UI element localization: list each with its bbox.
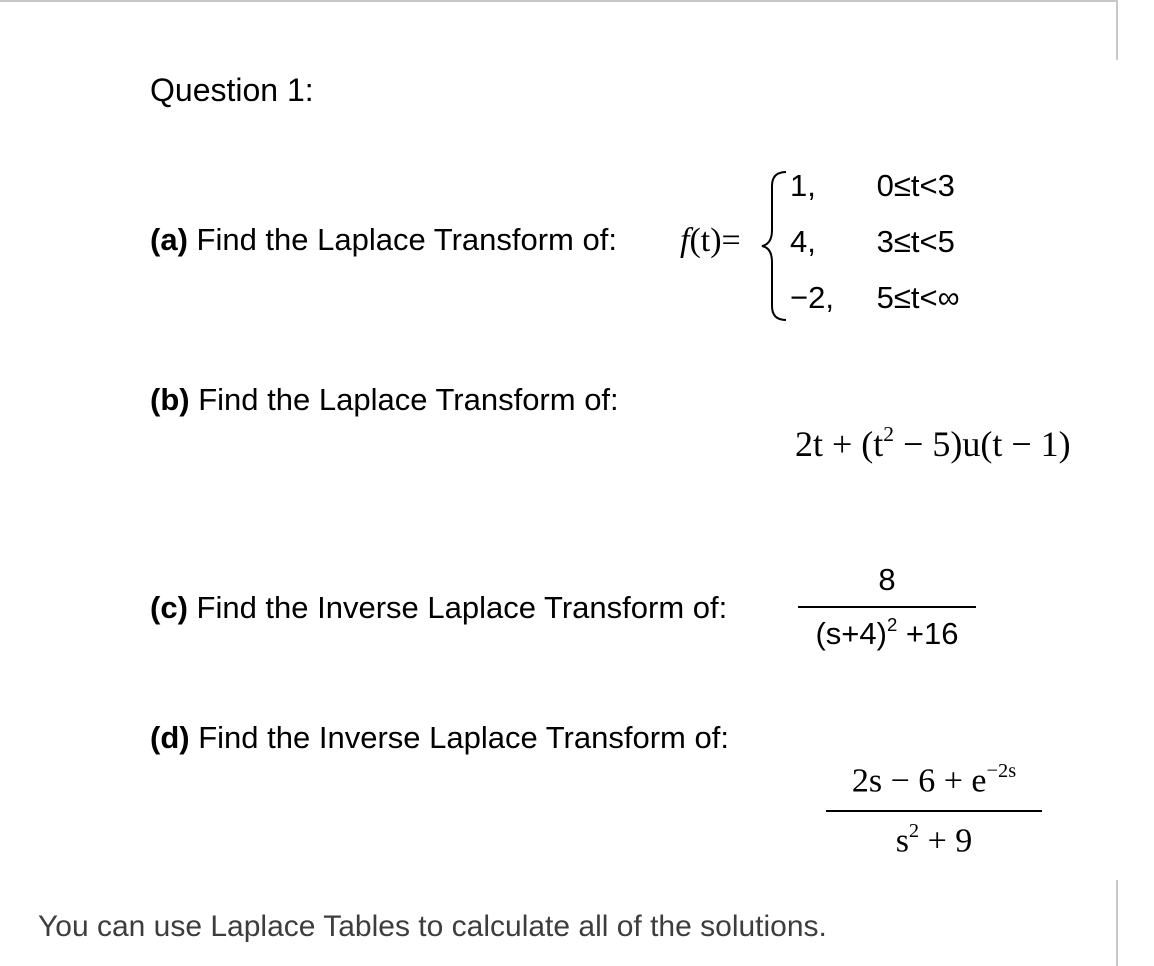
part-c-numerator: 8 bbox=[878, 562, 896, 597]
part-d-den-exponent: 2 bbox=[908, 820, 920, 843]
fraction-bar bbox=[826, 810, 1042, 812]
part-c-den-exponent: 2 bbox=[886, 614, 898, 635]
part-a-function-label bbox=[680, 222, 741, 260]
part-d-den-prefix: s bbox=[895, 822, 909, 860]
part-a-marker: (a) bbox=[150, 222, 188, 257]
part-d-numerator bbox=[826, 760, 1042, 800]
part-d-num-exponent: −2s bbox=[986, 760, 1017, 782]
part-c-denominator bbox=[798, 614, 976, 652]
frame-right-border-bottom bbox=[1116, 880, 1118, 966]
part-c-prompt bbox=[150, 590, 727, 626]
part-b-expression bbox=[795, 422, 1071, 465]
part-b-expr-exponent: 2 bbox=[883, 422, 895, 446]
part-a-function-name: f bbox=[680, 222, 690, 259]
case-row bbox=[790, 222, 960, 278]
case-value: 1, bbox=[790, 168, 816, 203]
part-c-marker: (c) bbox=[150, 590, 188, 625]
part-a-function-arg: (t)= bbox=[689, 222, 741, 259]
case-condition: 5≤t<∞ bbox=[876, 280, 960, 315]
part-b-prompt bbox=[150, 382, 619, 418]
part-d-den-suffix: + 9 bbox=[919, 822, 973, 860]
part-b-expr-suffix: − 5)u(t − 1) bbox=[894, 424, 1071, 465]
case-condition: 0≤t<3 bbox=[876, 168, 955, 203]
frame-top-border bbox=[0, 0, 1118, 2]
case-condition: 3≤t<5 bbox=[876, 224, 955, 259]
left-brace-icon bbox=[760, 166, 790, 326]
part-d-fraction bbox=[826, 760, 1042, 861]
part-b-expr-prefix: 2t + (t bbox=[795, 424, 884, 465]
footer-note: You can use Laplace Tables to calculate all of the solutions. bbox=[38, 910, 827, 943]
part-c-den-prefix: (s+4) bbox=[815, 616, 887, 652]
frame-right-border-top bbox=[1116, 0, 1118, 60]
part-d-num-prefix: 2s − 6 + e bbox=[851, 762, 987, 800]
question-title: Question 1: bbox=[150, 72, 314, 108]
part-c-den-suffix: +16 bbox=[897, 616, 959, 652]
case-value: −2, bbox=[790, 280, 834, 315]
case-row bbox=[790, 166, 960, 222]
part-a-cases bbox=[790, 166, 960, 334]
part-c-text: Find the Inverse Laplace Transform of: bbox=[196, 590, 728, 625]
part-d-prompt bbox=[150, 720, 729, 756]
part-b-text: Find the Laplace Transform of: bbox=[198, 382, 619, 417]
part-d-denominator bbox=[826, 820, 1042, 860]
part-a-text: Find the Laplace Transform of: bbox=[196, 222, 617, 257]
part-b-marker: (b) bbox=[150, 382, 190, 417]
part-a-prompt bbox=[150, 222, 617, 258]
case-row bbox=[790, 278, 960, 334]
part-c-fraction bbox=[798, 562, 976, 652]
case-value: 4, bbox=[790, 224, 816, 259]
part-d-text: Find the Inverse Laplace Transform of: bbox=[198, 720, 729, 755]
part-d-marker: (d) bbox=[150, 720, 190, 755]
fraction-bar bbox=[798, 606, 976, 608]
